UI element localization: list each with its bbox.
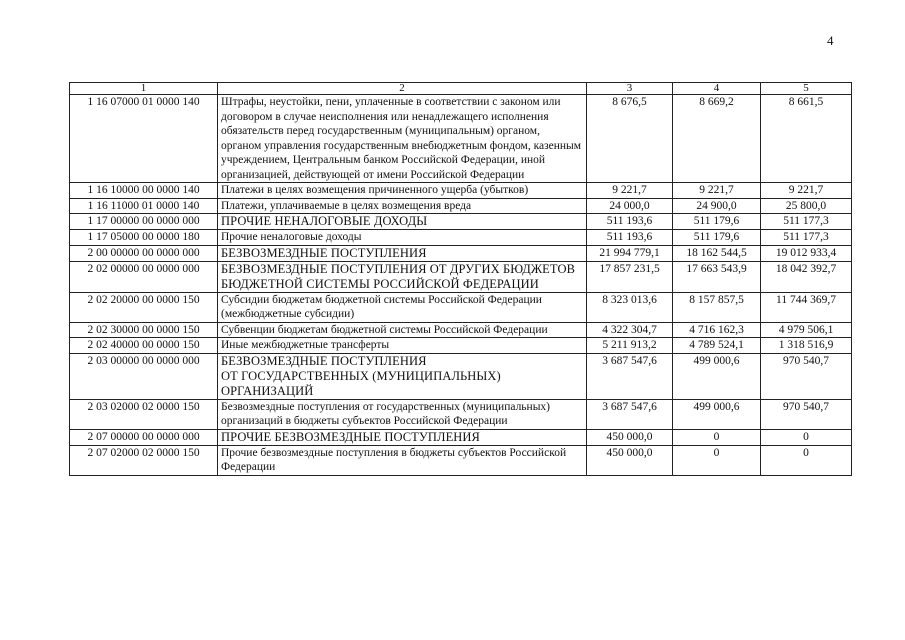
column-header: 1 xyxy=(70,83,218,95)
amount-col5-cell: 511 177,3 xyxy=(761,230,852,246)
column-header: 5 xyxy=(761,83,852,95)
table-row xyxy=(70,245,852,261)
amount-col4-cell: 4 789 524,1 xyxy=(673,338,761,354)
amount-col3-cell: 511 193,6 xyxy=(587,214,673,230)
amount-col3-cell: 450 000,0 xyxy=(587,429,673,445)
table-row xyxy=(70,183,852,199)
budget-code-cell: 2 02 20000 00 0000 150 xyxy=(70,292,218,322)
revenue-name-cell: Платежи в целях возмещения причиненного ущерба (убытков) xyxy=(218,183,587,199)
revenue-name-cell: Иные межбюджетные трансферты xyxy=(218,338,587,354)
budget-code-cell: 2 03 00000 00 0000 000 xyxy=(70,353,218,399)
amount-col5-cell: 11 744 369,7 xyxy=(761,292,852,322)
budget-code-cell: 1 16 10000 00 0000 140 xyxy=(70,183,218,199)
column-number-row xyxy=(70,83,852,95)
column-header: 3 xyxy=(587,83,673,95)
revenue-name-cell: БЕЗВОЗМЕЗДНЫЕ ПОСТУПЛЕНИЯ ОТ ГОСУДАРСТВЕННЫХ (МУНИЦИПАЛЬНЫХ) ОРГАНИЗАЦИЙ xyxy=(218,353,587,399)
budget-code-cell: 2 02 00000 00 0000 000 xyxy=(70,261,218,292)
amount-col3-cell: 8 676,5 xyxy=(587,95,673,183)
amount-col5-cell: 0 xyxy=(761,445,852,475)
revenue-name-cell: Безвозмездные поступления от государственных (муниципальных) организаций в бюджеты субъектов Российской Федерации xyxy=(218,399,587,429)
amount-col5-cell: 9 221,7 xyxy=(761,183,852,199)
amount-col3-cell: 24 000,0 xyxy=(587,198,673,214)
amount-col4-cell: 0 xyxy=(673,429,761,445)
table-row xyxy=(70,95,852,183)
amount-col4-cell: 499 000,6 xyxy=(673,353,761,399)
amount-col4-cell: 499 000,6 xyxy=(673,399,761,429)
amount-col5-cell: 511 177,3 xyxy=(761,214,852,230)
amount-col3-cell: 17 857 231,5 xyxy=(587,261,673,292)
amount-col5-cell: 0 xyxy=(761,429,852,445)
amount-col5-cell: 18 042 392,7 xyxy=(761,261,852,292)
table-row xyxy=(70,214,852,230)
revenue-name-cell: БЕЗВОЗМЕЗДНЫЕ ПОСТУПЛЕНИЯ xyxy=(218,245,587,261)
amount-col4-cell: 8 157 857,5 xyxy=(673,292,761,322)
amount-col4-cell: 511 179,6 xyxy=(673,214,761,230)
table-row xyxy=(70,338,852,354)
amount-col4-cell: 17 663 543,9 xyxy=(673,261,761,292)
amount-col5-cell: 4 979 506,1 xyxy=(761,322,852,338)
amount-col4-cell: 18 162 544,5 xyxy=(673,245,761,261)
table-row xyxy=(70,322,852,338)
revenue-name-cell: Субсидии бюджетам бюджетной системы Российской Федерации (межбюджетные субсидии) xyxy=(218,292,587,322)
amount-col4-cell: 4 716 162,3 xyxy=(673,322,761,338)
amount-col3-cell: 511 193,6 xyxy=(587,230,673,246)
budget-code-cell: 2 02 30000 00 0000 150 xyxy=(70,322,218,338)
amount-col5-cell: 25 800,0 xyxy=(761,198,852,214)
budget-code-cell: 2 07 00000 00 0000 000 xyxy=(70,429,218,445)
page-number: 4 xyxy=(827,33,834,48)
revenue-name-cell: ПРОЧИЕ НЕНАЛОГОВЫЕ ДОХОДЫ xyxy=(218,214,587,230)
amount-col4-cell: 9 221,7 xyxy=(673,183,761,199)
amount-col3-cell: 5 211 913,2 xyxy=(587,338,673,354)
amount-col3-cell: 450 000,0 xyxy=(587,445,673,475)
revenue-name-cell: ПРОЧИЕ БЕЗВОЗМЕЗДНЫЕ ПОСТУПЛЕНИЯ xyxy=(218,429,587,445)
amount-col3-cell: 9 221,7 xyxy=(587,183,673,199)
table-row xyxy=(70,261,852,292)
amount-col4-cell: 0 xyxy=(673,445,761,475)
budget-code-cell: 2 00 00000 00 0000 000 xyxy=(70,245,218,261)
table-row xyxy=(70,399,852,429)
amount-col5-cell: 970 540,7 xyxy=(761,353,852,399)
table-body xyxy=(70,95,852,476)
revenue-name-cell: Прочие безвозмездные поступления в бюджеты субъектов Российской Федерации xyxy=(218,445,587,475)
table-row xyxy=(70,292,852,322)
budget-revenue-table xyxy=(69,82,852,476)
budget-code-cell: 2 07 02000 02 0000 150 xyxy=(70,445,218,475)
budget-code-cell: 2 02 40000 00 0000 150 xyxy=(70,338,218,354)
table-row xyxy=(70,429,852,445)
amount-col5-cell: 1 318 516,9 xyxy=(761,338,852,354)
column-header: 4 xyxy=(673,83,761,95)
amount-col4-cell: 511 179,6 xyxy=(673,230,761,246)
budget-code-cell: 1 16 07000 01 0000 140 xyxy=(70,95,218,183)
amount-col5-cell: 19 012 933,4 xyxy=(761,245,852,261)
revenue-name-cell: БЕЗВОЗМЕЗДНЫЕ ПОСТУПЛЕНИЯ ОТ ДРУГИХ БЮДЖЕТОВ БЮДЖЕТНОЙ СИСТЕМЫ РОССИЙСКОЙ ФЕДЕРАЦИИ xyxy=(218,261,587,292)
budget-code-cell: 1 16 11000 01 0000 140 xyxy=(70,198,218,214)
revenue-name-cell: Прочие неналоговые доходы xyxy=(218,230,587,246)
table-row xyxy=(70,353,852,399)
amount-col3-cell: 3 687 547,6 xyxy=(587,399,673,429)
amount-col3-cell: 21 994 779,1 xyxy=(587,245,673,261)
revenue-name-cell: Субвенции бюджетам бюджетной системы Российской Федерации xyxy=(218,322,587,338)
table-row xyxy=(70,230,852,246)
amount-col4-cell: 8 669,2 xyxy=(673,95,761,183)
amount-col3-cell: 3 687 547,6 xyxy=(587,353,673,399)
revenue-name-cell: Платежи, уплачиваемые в целях возмещения вреда xyxy=(218,198,587,214)
column-header: 2 xyxy=(218,83,587,95)
amount-col4-cell: 24 900,0 xyxy=(673,198,761,214)
table-row xyxy=(70,445,852,475)
budget-code-cell: 1 17 00000 00 0000 000 xyxy=(70,214,218,230)
revenue-name-cell: Штрафы, неустойки, пени, уплаченные в соответствии с законом или договором в случае неисполнения или ненадлежащего исполнения обязательств перед государственным (муниципальным) органом, органом управления государственным внебюджетным фондом, казенным учреждением, Центральным банком Российской Федерации, иной организацией, действующей от имени Российской Федерации xyxy=(218,95,587,183)
budget-code-cell: 2 03 02000 02 0000 150 xyxy=(70,399,218,429)
amount-col3-cell: 4 322 304,7 xyxy=(587,322,673,338)
budget-code-cell: 1 17 05000 00 0000 180 xyxy=(70,230,218,246)
amount-col5-cell: 970 540,7 xyxy=(761,399,852,429)
amount-col5-cell: 8 661,5 xyxy=(761,95,852,183)
amount-col3-cell: 8 323 013,6 xyxy=(587,292,673,322)
table-row xyxy=(70,198,852,214)
